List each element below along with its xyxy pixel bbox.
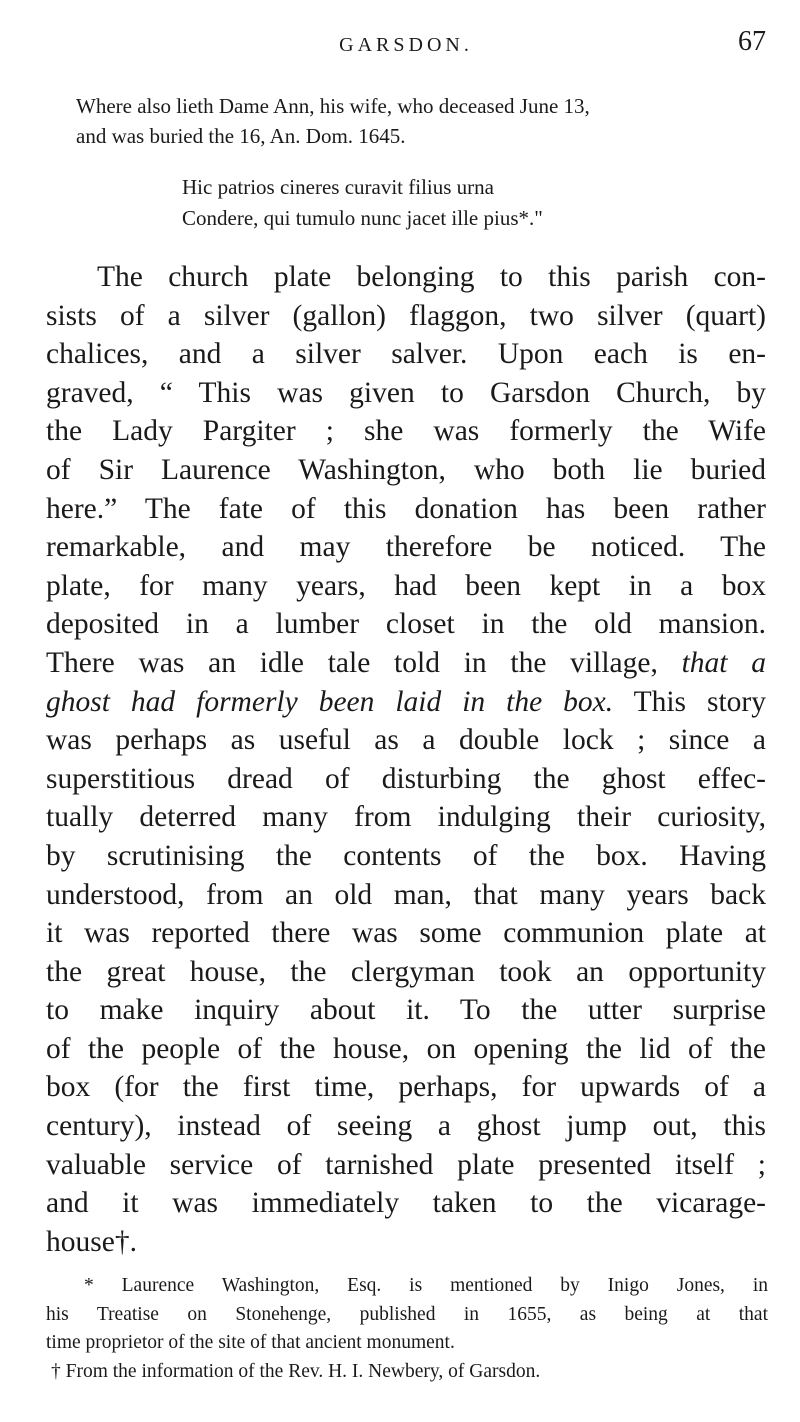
body-line: remarkable, and may therefore be noticed. The [46,531,766,564]
body-line: superstitious dread of disturbing the ghost effec- [46,762,766,795]
body-line: of Sir Laurence Washington, who both lie buried [46,453,766,486]
body-line: and it was immediately taken to the vicarage- [46,1187,766,1220]
footnote-star-line: time proprietor of the site of that ancient monument. [46,1332,455,1353]
body-line: house†. [46,1225,137,1258]
running-title: GARSDON. [339,34,473,56]
body-line: valuable service of tarnished plate presented itself ; [46,1148,766,1181]
page-header [46,26,766,66]
italic-phrase: that a [681,646,766,679]
body-line: tually deterred many from indulging their curiosity, [46,801,766,834]
body-line-mixed [46,644,766,683]
footnotes [46,1272,768,1386]
body-line: deposited in a lumber closet in the old mansion. [46,608,766,641]
body-line: the Lady Pargiter ; she was formerly the Wife [46,415,766,448]
body-line: century), instead of seeing a ghost jump out, this [46,1110,766,1143]
body-line: The church plate belonging to this parish con- [97,261,766,293]
quote-line: Where also lieth Dame Ann, his wife, who deceased June 13, [76,94,590,118]
body-line: box (for the first time, perhaps, for upwards of a [46,1071,766,1104]
footnote-star-line: * Laurence Washington, Esq. is mentioned by Inigo Jones, in [84,1275,768,1296]
footnote-star-line: his Treatise on Stonehenge, published in 1655, as being at that [46,1303,768,1325]
body-line: was perhaps as useful as a double lock ; since a [46,724,766,757]
body-line-segment: There was an idle tale told in the village, [46,646,658,679]
body-line: graved, “ This was given to Garsdon Church, by [46,376,766,409]
body-line: sists of a silver (gallon) flaggon, two silver (quart) [46,299,766,332]
page-number: 67 [738,26,766,57]
body-line-segment: This story [633,685,766,718]
quote-line: and was buried the 16, An. Dom. 1645. [76,124,406,148]
body-line: understood, from an old man, that many years back [46,878,766,911]
body-line: plate, for many years, had been kept in a box [46,569,766,602]
footnote-dagger: † From the information of the Rev. H. I. Newbery, of Garsdon. [51,1360,541,1382]
body-line: here.” The fate of this donation has been rather [46,492,766,525]
body-paragraph [46,258,766,1261]
body-line: it was reported there was some communion plate at [46,917,766,950]
body-line: of the people of the house, on opening the lid of the [46,1032,766,1065]
verse-line: Hic patrios cineres curavit filius urna [182,175,494,199]
body-line: to make inquiry about it. To the utter surprise [46,994,766,1027]
body-line: chalices, and a silver salver. Upon each is en- [46,338,766,371]
body-line: by scrutinising the contents of the box. Having [46,839,766,872]
body-line: the great house, the clergyman took an opportunity [46,955,766,988]
verse-line: Condere, qui tumulo nunc jacet ille pius*." [182,206,543,230]
italic-phrase: ghost had formerly been laid in the box. [46,685,614,718]
body-line-mixed [46,683,766,722]
